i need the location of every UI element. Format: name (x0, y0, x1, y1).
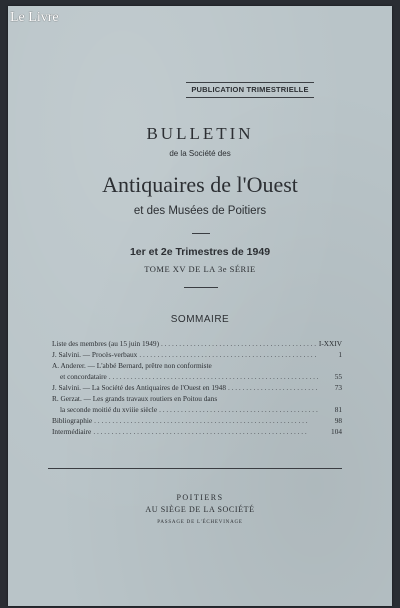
publisher-address: AU SIÈGE DE LA SOCIÉTÉ (145, 505, 255, 514)
toc-entry-continued: la seconde moitié du xviiie siècle . . . 81 (52, 404, 342, 415)
issue-tome: TOME XV DE LA 3e SÉRIE (144, 264, 256, 274)
toc-entry: Bibliographie . . . 98 (52, 415, 342, 426)
society-prefix: de la Société des (169, 149, 231, 158)
toc-entry: J. Salvini. — La Société des Antiquaires de l'Ouest en 1948 . . . 73 (52, 382, 342, 393)
table-of-contents (52, 338, 342, 437)
watermark: Le Livre (10, 10, 59, 25)
society-subtitle: et des Musées de Poitiers (133, 205, 267, 217)
contents-heading: SOMMAIRE (170, 314, 230, 325)
divider (48, 468, 342, 469)
toc-entry-continued: et concordataire . . . 55 (52, 371, 342, 382)
divider (184, 287, 218, 288)
toc-entry: Liste des membres (au 15 juin 1949) . . . I-XXIV (52, 338, 342, 349)
divider (192, 233, 210, 234)
document-page (8, 6, 392, 606)
publisher-city: POITIERS (176, 493, 224, 502)
toc-entry: Intermédiaire . . . 104 (52, 426, 342, 437)
publication-frequency: PUBLICATION TRIMESTRIELLE (186, 82, 314, 98)
bulletin-title: BULLETIN (146, 124, 254, 143)
toc-entry: J. Salvini. — Procès-verbaux . . . 1 (52, 349, 342, 360)
toc-entry: A. Anderer. — L'abbé Bernard, prêtre non conformiste (52, 361, 212, 370)
publisher-street: PASSAGE DE L'ÉCHEVINAGE (157, 520, 243, 525)
society-name: Antiquaires de l'Ouest (102, 172, 298, 197)
toc-entry: R. Gerzat. — Les grands travaux routiers en Poitou dans (52, 394, 218, 403)
issue-trimesters: 1er et 2e Trimestres de 1949 (129, 246, 271, 258)
